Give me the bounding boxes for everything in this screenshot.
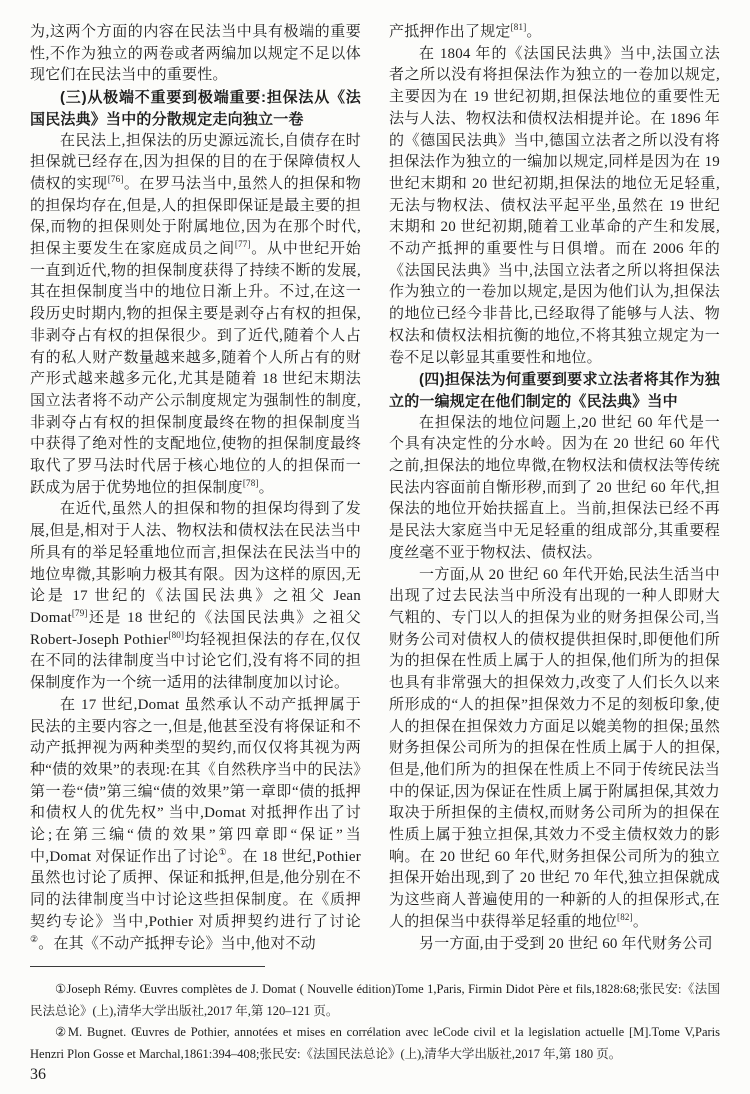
text-run: 。 <box>526 24 542 40</box>
text-run: 在担保法的地位问题上,20 世纪 60 年代是一个具有决定性的分水岭。因为在 20 世纪 60 年代之前,担保法的地位卑微,在物权法和债权法等传统民法内容面前自惭形秽,而到了 20 世纪 60 年代,担保法的地位开始扶摇直上。当前,担保法已经不再是民法大家庭当中无足轻重的组成部分,其重要程度丝毫不亚于物权法、债权法。 <box>389 414 720 561</box>
footnote-ref: ① <box>218 846 227 857</box>
paragraph <box>30 695 361 955</box>
text-run: 。在罗马法当中,虽然人的担保和物的担保均存在,但是,人的担保即保证是最主要的担保,而物的担保则处于附属地位,因为在那个时代,担保主要发生在家庭成员之间 <box>30 175 361 258</box>
paragraph <box>389 934 720 956</box>
footnote-ref: [77] <box>234 239 251 250</box>
footnote <box>30 1022 720 1065</box>
footnote-ref: [82] <box>617 911 633 922</box>
text-run: 在民法上,担保法的历史源远流长,自债存在时担保就已经存在,因为担保的目的在于保障债权人债权的实现 <box>30 132 361 192</box>
paragraph <box>30 131 361 500</box>
footnote-ref: [79] <box>71 607 88 618</box>
article-body <box>30 22 720 958</box>
text-run: 还是 18 世纪的《法国民法典》之祖父 Robert-Joseph Pothier <box>30 609 361 648</box>
paragraph <box>389 413 720 565</box>
section-heading <box>389 369 720 412</box>
footnote-ref: ② <box>30 933 39 944</box>
paragraph <box>389 22 720 44</box>
text-run: 。从中世纪开始一直到近代,物的担保制度获得了持续不断的发展,其在担保制度当中的地位日渐上升。不过,在这一段历史时期内,物的担保主要是剥夺占有权的担保,非剥夺占有权的担保很少。到了近代,随着个人占有的私人财产数量越来越多,随着个人所占有的财产形式越来越多元化,尤其是随着 18 世纪末期法国立法者将不动产公示制度规定为强制性的制度,非剥夺占有权的担保制度最终在物的担保制度当中获得了绝对性的支配地位,使物的担保制度最终取代了罗马法时代居于核心地位的人的担保而一跃成为居于优势地位的担保制度 <box>30 241 361 496</box>
text-run: (四)担保法为何重要到要求立法者将其作为独立的一编规定在他们制定的《民法典》当中 <box>389 371 720 410</box>
text-run: 。在 18 世纪,Pothier 虽然也讨论了质押、保证和抵押,但是,他分别在不同的法律制度当中讨论这些担保制度。在《质押契约专论》当中,Pothier 对质押契约进行了讨论 <box>30 848 361 930</box>
footnote-ref: [78] <box>242 477 259 488</box>
footnote-ref: [80] <box>168 629 185 640</box>
paragraph <box>389 44 720 370</box>
text-run: 一方面,从 20 世纪 60 年代开始,民法生活当中出现了过去民法当中所没有出现的一种人即财大气粗的、专门以人的担保为业的财务担保公司,当财务公司对债权人的债权提供担保时,即便他们所为的担保在性质上属于人的担保,他们所为的担保也具有非常强大的担保效力,改变了人们长久以来所形成的“人的担保”担保效力不足的刻板印象,使人的担保在担保效力方面足以媲美物的担保;虽然财务担保公司所为的担保在性质上属于人的担保,但是,他们所为的担保在性质上不同于传统民法当中的保证,因为保证在性质上属于附属担保,其效力取决于所担保的主债权,而财务公司所为的担保在性质上属于独立担保,其效力不受主债权效力的影响。在 20 世纪 60 年代,财务担保公司所为的独立担保开始出现,到了 20 世纪 70 年代,独立担保就成为这些商人普遍使用的一种新的人的担保形式,在人的担保当中获得举足轻重的地位 <box>389 566 720 930</box>
left-column <box>30 22 361 958</box>
footnote-separator <box>30 966 265 967</box>
paragraph <box>389 565 720 934</box>
text-run: 在 1804 年的《法国民法典》当中,法国立法者之所以没有将担保法作为独立的一卷加以规定,主要因为在 19 世纪初期,担保法地位的重要性无法与人法、物权法和债权法相提并论。在 1896 年的《德国民法典》当中,德国立法者之所以没有将担保法作为独立的一编加以规定,同样是因为在 19 世纪末期和 20 世纪初期,担保法的地位无足轻重,无法与物权法、债权法平起平坐,虽然在 19 世纪末期和 20 世纪初期,随着工业革命的产生和发展,不动产抵押的重要性与日俱增。而在 2006 年的《法国民法典》当中,法国立法者之所以将担保法作为独立的一卷加以规定,是因为他们认为,担保法的地位已经今非昔比,已经取得了能够与人法、物权法和债权法相抗衡的地位,不将其独立规定为一卷不足以彰显其重要性和地位。 <box>389 45 720 366</box>
text-run: 。 <box>632 913 649 930</box>
footnote-ref: [81] <box>510 22 527 32</box>
text-run: 。在其《不动产抵押专论》当中,他对不动 <box>38 935 316 952</box>
text-run: 。 <box>258 479 274 496</box>
footnote-ref: [76] <box>107 173 124 184</box>
footnote <box>30 979 720 1022</box>
section-heading <box>30 87 361 130</box>
page-number: 36 <box>30 1066 46 1083</box>
text-run: (三)从极端不重要到极端重要:担保法从《法国民法典》当中的分散规定走向独立一卷 <box>30 89 361 128</box>
text-run: 产抵押作出了规定 <box>389 24 511 40</box>
right-column <box>389 22 720 958</box>
text-run: 在 17 世纪,Domat 虽然承认不动产抵押属于民法的主要内容之一,但是,他甚至没有将保证和不动产抵押视为两种类型的契约,而仅仅将其视为两种“债的效果”的表现:在其《自然秩序当中的民法》第一卷“债”第三编“债的效果”第一章即“债的抵押和债权人的优先权” 当中,Domat 对抵押作出了讨论;在第三编“债的效果”第四章即“保证”当中,Domat 对保证作出了讨论 <box>30 696 362 865</box>
text-run: ①Joseph Rémy. Œuvres complètes de J. Domat ( Nouvelle édition)Tome 1,Paris, Firmin Didot Père et fils,1828:68;张民安:《法国民法总论》(上),清华大学出版社,2017 年,第 120–121 页。 <box>30 982 720 1018</box>
paragraph <box>30 22 361 87</box>
paragraph <box>30 499 361 694</box>
footnotes <box>30 979 720 1065</box>
text-run: 为,这两个方面的内容在民法当中具有极端的重要性,不作为独立的两卷或者两编加以规定不足以体现它们在民法当中的重要性。 <box>30 24 361 84</box>
text-run: 在近代,虽然人的担保和物的担保均得到了发展,但是,相对于人法、物权法和债权法在民法当中所具有的举足轻重地位而言,担保法在民法当中的地位卑微,其影响力极其有限。因为这样的原因,无论是 17 世纪的《法国民法典》之祖父 Jean Domat <box>30 501 361 626</box>
text-run: 另一方面,由于受到 20 世纪 60 年代财务公司 <box>419 935 713 952</box>
text-run: 均轻视担保法的存在,仅仅在不同的法律制度当中讨论它们,没有将不同的担保制度作为一个统一适用的法律制度加以讨论。 <box>30 631 361 692</box>
text-run: ②M. Bugnet. Œuvres de Pothier, annotées et mises en corrélation avec leCode civil et la legislation actuelle [M].Tome V,Paris Henzri Plon Gosse et Marchal,1861:394–408;张民安:《法国民法总论》(上),清华大学出版社,2017 年,第 180 页。 <box>30 1025 720 1061</box>
